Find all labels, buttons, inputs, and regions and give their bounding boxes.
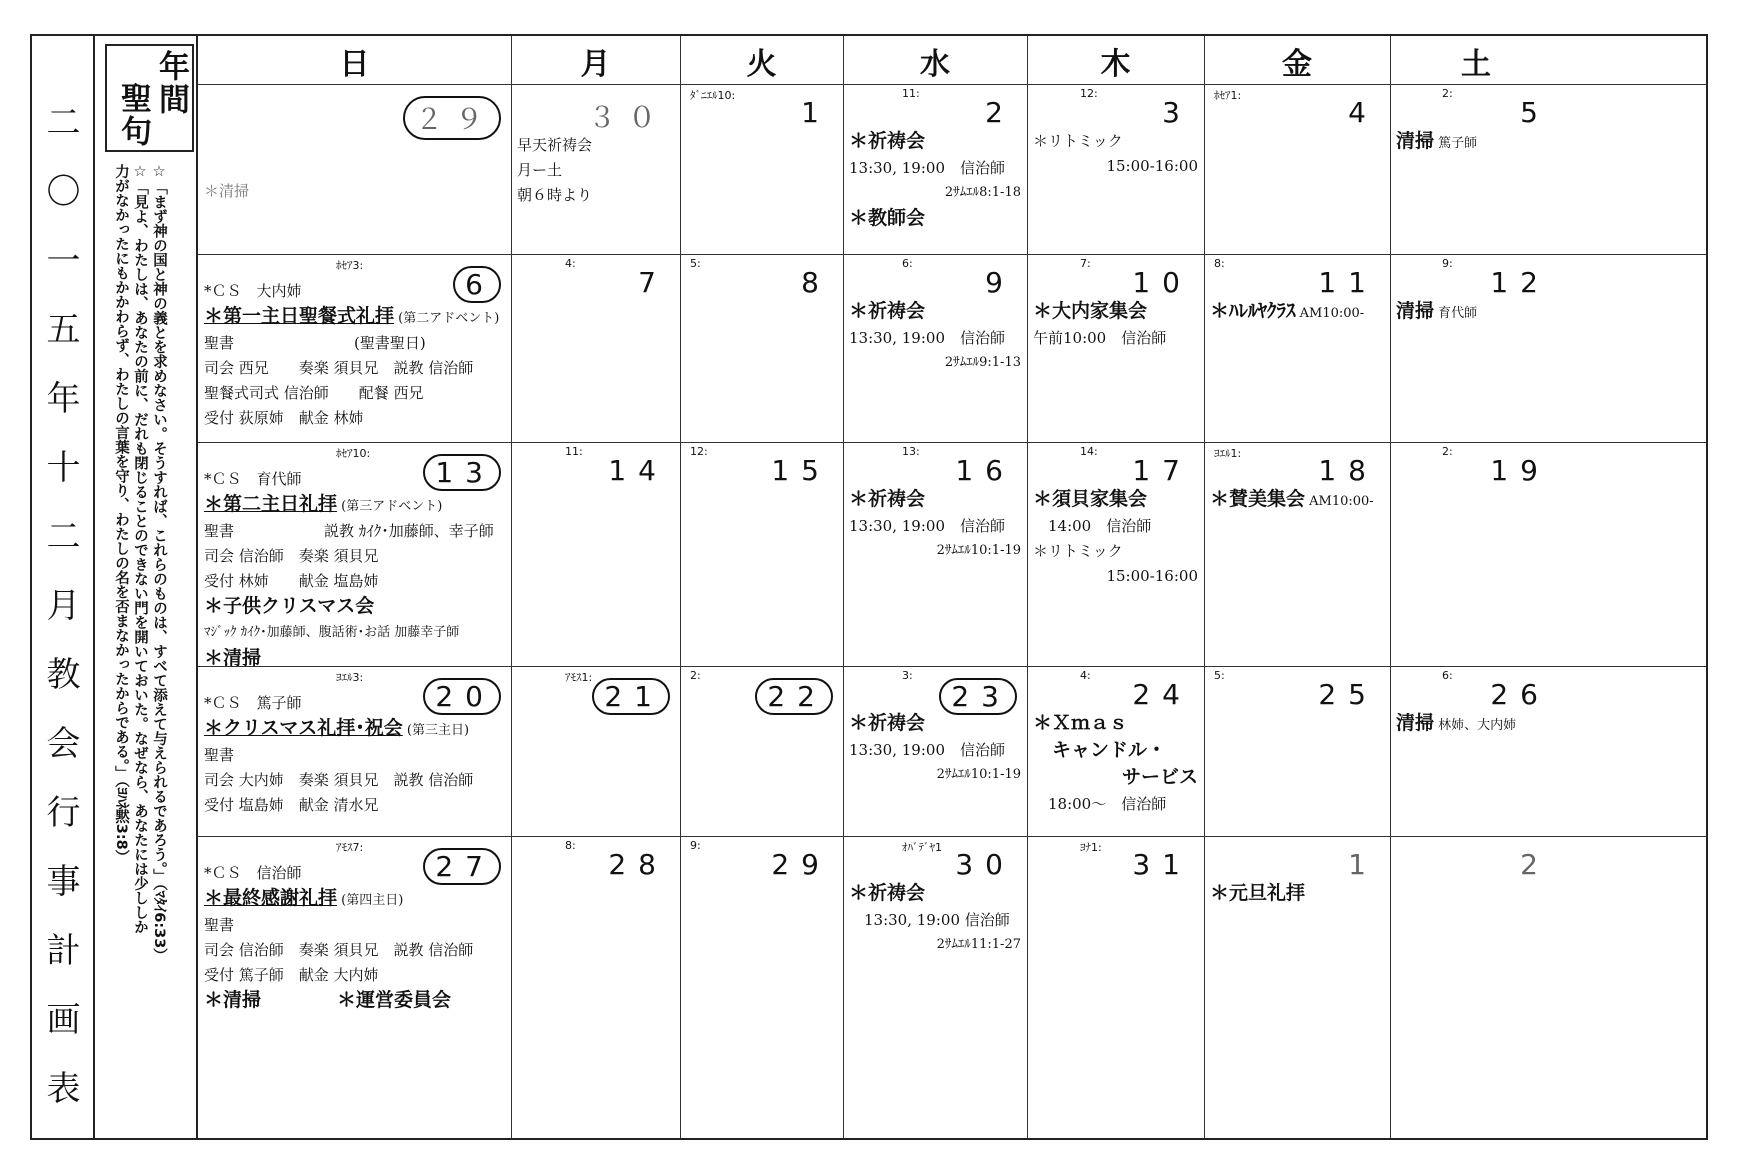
event-text: ＊リトミック [1033,132,1123,150]
date-number: 12 [1490,266,1550,299]
calendar-cell [511,836,680,1140]
day-header: 日 [339,47,370,82]
event-text: ＊リトミック [1033,542,1123,560]
event-line [849,714,925,732]
bible-reading-ref: 11: [902,87,920,100]
bible-reading-ref: ﾎｾｱ10: [336,447,371,460]
title-char: 二 [46,103,81,143]
event-note: (第三アドベント) [337,499,443,514]
calendar-cell [680,836,843,1140]
event-line [849,517,1005,535]
event-text: ＊清掃 [204,647,262,666]
verse-line: 力がなかったにもかかわらず、わたしの言葉を守り、わたしの名を否まなかったからである。」（ﾖﾊﾈ黙3:8） [113,164,129,865]
event-text: サービス [1121,766,1198,788]
event-text: ＊祈祷会 [849,300,926,322]
event-text: 2ｻﾑｴﾙ9:1-13 [944,355,1021,370]
event-text: 15:00-16:00 [1106,567,1198,585]
event-text: 聖餐式司式 信治師 配餐 西兄 [204,384,424,402]
event-text: ＊祈祷会 [849,712,926,734]
event-line [204,470,302,488]
event-line [204,359,473,377]
bible-reading-ref: 12: [1080,87,1098,100]
date-number: ３０ [587,101,668,134]
title-char: 会 [46,724,81,764]
event-text: ＊祈祷会 [849,882,926,904]
event-line [1033,490,1147,508]
calendar-cell [680,666,843,836]
bible-reading-ref: ｱﾓｽ7: [336,841,364,854]
event-text: 13:30, 19:00 信治師 [849,741,1005,759]
event-line [204,334,426,352]
bible-reading-ref: 9: [1442,257,1453,270]
event-text: 清掃 [1396,712,1435,734]
title-char: 行 [46,793,81,833]
title-char: 教 [46,655,81,695]
event-line [849,302,925,320]
day-header: 火 [746,47,777,82]
date-number: 13 [423,454,501,491]
event-text: 月ー土 [517,161,563,179]
calendar-cell [843,442,1027,666]
event-text: 受付 塩島姉 献金 清水兄 [204,796,379,814]
title-char: 画 [46,1000,81,1040]
date-number: 15 [771,454,831,487]
event-text: 司会 信治師 奏楽 須貝兄 説教 信治師 [204,941,474,959]
event-note: (第三主日) [402,723,470,738]
event-line [204,624,459,642]
event-text: 清掃 [1396,300,1435,322]
calendar-cell [1204,666,1390,836]
calendar-cell [511,254,680,442]
date-number: 27 [423,848,501,885]
calendar-cell [198,666,511,836]
event-line [204,384,424,402]
event-text: ＊最終感謝礼拝 [204,887,338,909]
event-line [849,884,925,902]
bible-reading-ref: ｵﾊﾞﾃﾞﾔ1 [902,841,942,854]
date-number: 2 [985,96,1015,129]
calendar-cell [198,442,511,666]
bible-reading-ref: 8: [1214,257,1225,270]
event-line [1122,768,1198,786]
event-line [1033,741,1166,759]
title-char: 表 [46,1069,81,1109]
event-note: (第二アドベント) [394,311,500,326]
date-number: 16 [955,454,1015,487]
bible-reading-ref: 2: [1442,87,1453,100]
calendar-cell [680,84,843,254]
date-number: 29 [771,848,831,881]
date-number: 17 [1132,454,1192,487]
day-header: 月 [580,47,611,82]
day-header: 木 [1100,47,1131,82]
day-header: 土 [1461,47,1491,82]
event-text: 午前10:00 信治師 [1033,329,1167,347]
event-text: ＊クリスマス礼拝･祝会 [204,717,403,739]
bible-reading-ref: 4: [565,257,576,270]
event-text: ＊第一主日聖餐式礼拝 [204,305,395,327]
event-text: *ＣＳ 大内姉 [204,282,302,300]
title-char: 計 [46,931,81,971]
date-number: 1 [1348,848,1378,881]
event-text: ＊第二主日礼拝 [204,493,338,515]
calendar-cell [1390,836,1562,1140]
event-text: 13:30, 19:00 信治師 [849,329,1005,347]
date-number: 21 [592,678,670,715]
event-line [937,542,1021,560]
bible-reading-ref: 14: [1080,445,1098,458]
event-text: 受付 篤子師 献金 大内姉 [204,966,379,984]
event-line [204,307,499,328]
event-text: 受付 荻原姉 献金 林姉 [204,409,364,427]
event-text: 司会 信治師 奏楽 須貝兄 [204,547,379,565]
event-text: *ＣＳ 篤子師 [204,694,302,712]
bible-reading-ref: 6: [902,257,913,270]
calendar-cell [680,254,843,442]
verse-column [95,36,198,1138]
event-line [517,186,592,204]
date-number: 3 [1162,96,1192,129]
date-number: 18 [1318,454,1378,487]
event-text: 14:00 信治師 [1033,517,1152,535]
title-char: 十 [46,448,81,488]
calendar-cell [1027,666,1204,836]
calendar-cell [198,84,511,254]
verse-line: ☆「まず神の国と神の義とを求めなさい。そうすれば、これらのものは、すべて添えて与えられるであろう。」（ﾏﾀｲ6:33） [151,164,167,963]
event-line [1033,302,1147,320]
event-line [517,136,592,154]
event-text: 聖書 説教 ｶｲｸ･加藤師、幸子師 [204,522,494,540]
event-text: 司会 西兄 奏楽 須貝兄 説教 信治師 [204,359,474,377]
title-char: 月 [46,586,81,626]
bible-reading-ref: ｱﾓｽ1: [565,671,593,684]
event-line [1210,302,1364,323]
bible-reading-ref: 12: [690,445,708,458]
event-line [204,282,302,300]
event-note: AM10:00- [1305,494,1374,509]
date-number: 22 [755,678,833,715]
event-line [849,911,1010,929]
event-text: ＊清掃 [204,182,250,200]
date-number: 6 [453,266,501,303]
bible-reading-ref: 13: [902,445,920,458]
event-note: 篤子師 [1434,136,1478,151]
event-text: 2ｻﾑｴﾙ10:1-19 [936,767,1021,782]
event-line [204,182,249,200]
event-text: ＊清掃 ＊運営委員会 [204,989,452,1011]
event-line [1033,517,1151,535]
date-number: 30 [955,848,1015,881]
date-number: 23 [939,678,1017,715]
bible-reading-ref: 5: [690,257,701,270]
event-text: 清掃 [1396,130,1435,152]
event-line [849,159,1005,177]
calendar-cell [1204,254,1390,442]
calendar-cell [1204,442,1390,666]
event-line [204,864,302,882]
event-text: ＊賛美集会 [1210,488,1306,510]
event-text: ＊元旦礼拝 [1210,882,1306,904]
title-char: 事 [46,862,81,902]
verse-label-box [105,44,194,152]
bible-reading-ref: 9: [690,839,701,852]
event-line [849,329,1005,347]
event-line [204,889,403,910]
event-line [1210,884,1305,902]
calendar-cell [1027,442,1204,666]
bible-reading-ref: ﾎｾｱ1: [1214,89,1242,102]
date-number: 10 [1132,266,1192,299]
date-number: 11 [1318,266,1378,299]
bible-reading-ref: 11: [565,445,583,458]
event-text: 聖書 [204,746,235,764]
calendar-cell [1204,84,1390,254]
calendar-cell [843,666,1027,836]
event-line [849,132,925,150]
event-line [204,941,473,959]
event-text: ＊大内家集会 [1033,300,1148,322]
event-line [1106,157,1198,175]
event-line [204,572,379,590]
title-char: 五 [46,310,81,350]
calendar-cell [1390,442,1562,666]
calendar-frame [30,34,1708,1140]
bible-reading-ref: 3: [902,669,913,682]
date-number: ２９ [403,96,501,140]
event-line [204,522,494,540]
date-number: 5 [1520,96,1550,129]
event-line [517,161,562,179]
event-text: 2ｻﾑｴﾙ11:1-27 [936,937,1021,952]
event-text: 13:30, 19:00 信治師 [849,911,1010,929]
date-number: 28 [608,848,668,881]
date-number: 14 [608,454,668,487]
calendar-cell [1027,836,1204,1140]
event-line [1396,302,1477,323]
event-text: 早天祈祷会 [517,136,593,154]
event-line [1106,567,1198,585]
title-char: 一 [46,241,81,281]
bible-reading-ref: ﾖﾅ1: [1080,841,1102,854]
date-number: 7 [638,266,668,299]
event-text: 2ｻﾑｴﾙ8:1-18 [944,185,1021,200]
event-text: キャンドル・ [1033,739,1167,761]
calendar-cell [198,254,511,442]
event-text: *ＣＳ 育代師 [204,470,302,488]
calendar-cell [1027,254,1204,442]
bible-reading-ref: 5: [1214,669,1225,682]
verse-text [111,164,168,1124]
event-line [204,796,379,814]
event-text: *ＣＳ 信治師 [204,864,302,882]
date-number: 20 [423,678,501,715]
event-note: 育代師 [1434,306,1478,321]
event-text: ＊ﾊﾚﾙﾔｸﾗｽ [1210,300,1296,322]
event-text: ＊子供クリスマス会 [204,595,375,617]
bible-reading-ref: 6: [1442,669,1453,682]
event-text: 朝６時より [517,186,593,204]
event-text: 18:00～ 信治師 [1033,795,1167,813]
calendar-cell [511,666,680,836]
event-note: 林姉、大内姉 [1434,718,1517,733]
date-number: 1 [801,96,831,129]
event-line [204,495,442,516]
title-char: 年 [46,379,81,419]
event-note: (第四主日) [337,893,404,908]
day-header: 金 [1282,47,1312,82]
event-text: 受付 林姉 献金 塩島姉 [204,572,379,590]
event-line [849,490,925,508]
bible-reading-ref: 7: [1080,257,1091,270]
event-line [1396,132,1477,153]
event-line [204,771,473,789]
event-line [945,184,1021,202]
event-line [204,916,234,934]
event-text: ＊祈祷会 [849,130,926,152]
event-line [204,649,261,666]
event-line [204,991,451,1009]
date-number: 4 [1348,96,1378,129]
bible-reading-ref: ﾖｴﾙ3: [336,671,364,684]
calendar-cell [1390,666,1562,836]
event-text: ＊祈祷会 [849,488,926,510]
event-line [1033,795,1166,813]
event-text: ＊Ｘｍａｓ [1033,712,1129,734]
date-number: 24 [1132,678,1192,711]
calendar-cell [198,836,511,1140]
calendar-cell [843,84,1027,254]
bible-reading-ref: 2: [690,669,701,682]
date-number: 25 [1318,678,1378,711]
event-line [945,354,1021,372]
bible-reading-ref: ﾖｴﾙ1: [1214,447,1242,460]
event-line [204,719,469,740]
title-char: 〇 [46,172,81,212]
title-char: 二 [46,517,81,557]
date-number: 26 [1490,678,1550,711]
bible-reading-ref: 2: [1442,445,1453,458]
event-line [204,746,234,764]
event-line [1210,490,1374,511]
verse-label-annual: 年間 [153,50,189,116]
day-header: 水 [920,47,950,82]
calendar-cell [511,84,680,254]
event-line [1033,542,1123,560]
event-line [1396,714,1516,735]
calendar-grid [198,36,1706,1138]
title-column [32,36,95,1138]
event-note: AM10:00- [1295,306,1365,321]
event-text: 13:30, 19:00 信治師 [849,159,1005,177]
date-number: 19 [1490,454,1550,487]
event-line [1033,714,1128,732]
calendar-cell [1390,254,1562,442]
event-text: 司会 大内姉 奏楽 須貝兄 説教 信治師 [204,771,474,789]
event-line [204,966,379,984]
event-text: 聖書 (聖書聖日) [204,334,426,352]
calendar-cell [843,836,1027,1140]
date-number: 9 [985,266,1015,299]
event-line [937,766,1021,784]
event-text: 15:00-16:00 [1106,157,1198,175]
calendar-cell [1027,84,1204,254]
event-text: 13:30, 19:00 信治師 [849,517,1005,535]
event-line [204,597,374,615]
verse-line: ☆「見よ、わたしは、あなたの前に、だれも閉じることのできない門を開いておいた。なぜなら、あなたには少ししか [132,164,148,934]
event-line [204,409,364,427]
event-text: ＊須貝家集会 [1033,488,1148,510]
event-line [1033,132,1123,150]
calendar-cell [1390,84,1562,254]
event-line [204,547,379,565]
date-number: 8 [801,266,831,299]
bible-reading-ref: 4: [1080,669,1091,682]
event-line [849,741,1005,759]
bible-reading-ref: ﾀﾞﾆｴﾙ10: [690,89,736,102]
calendar-cell [843,254,1027,442]
calendar-cell [511,442,680,666]
event-text: ﾏｼﾞｯｸ ｶｲｸ･加藤師、腹話術･お話 加藤幸子師 [204,625,460,640]
event-line [849,209,925,227]
date-number: 31 [1132,848,1192,881]
event-text: 2ｻﾑｴﾙ10:1-19 [936,543,1021,558]
event-text: 聖書 [204,916,235,934]
event-line [937,936,1021,954]
calendar-cell [1204,836,1390,1140]
verse-label-scripture: 聖句 [115,82,151,148]
event-line [1033,329,1166,347]
date-number: 2 [1520,848,1550,881]
bible-reading-ref: ﾎｾｱ3: [336,259,364,272]
bible-reading-ref: 8: [565,839,576,852]
page-title [32,103,95,1109]
event-line [204,694,302,712]
calendar-cell [680,442,843,666]
event-text: ＊教師会 [849,207,926,229]
